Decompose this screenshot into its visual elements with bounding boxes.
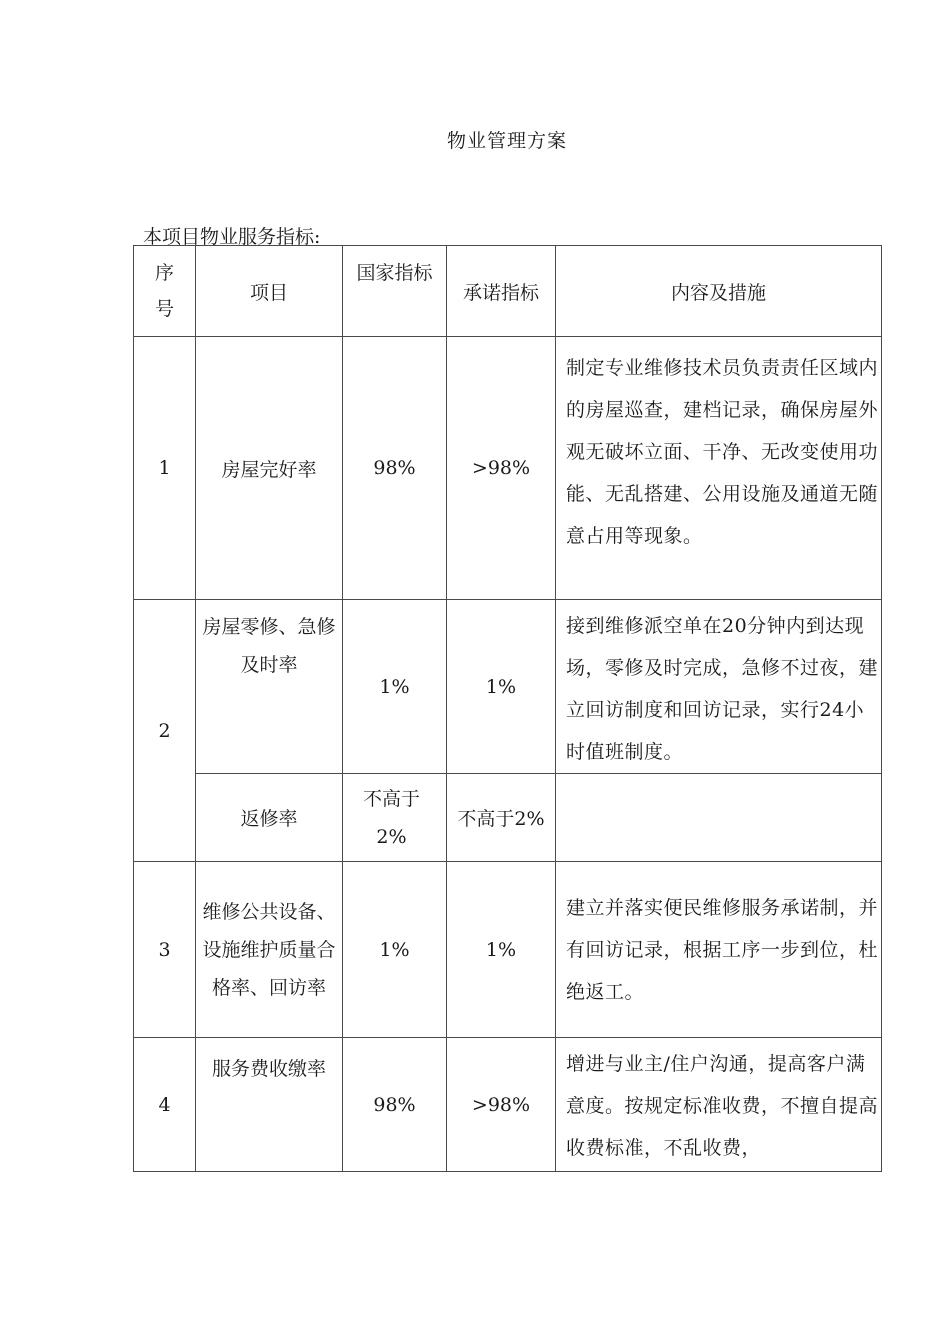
row-national: 98% [343, 337, 447, 600]
row-promise: 1% [447, 600, 556, 774]
row-item: 房屋完好率 [196, 337, 343, 600]
row-promise: 不高于2% [447, 774, 556, 862]
table-header-row [134, 246, 882, 337]
table-row [134, 600, 882, 774]
row-measures [556, 774, 882, 862]
header-promise: 承诺指标 [447, 246, 556, 337]
row-national: 98% [343, 1038, 447, 1172]
row-national: 不高于2% [343, 774, 447, 862]
row-seq: 4 [134, 1038, 196, 1172]
service-indicator-table [133, 245, 882, 1172]
intro-text: 本项目物业服务指标: [143, 226, 321, 248]
row-seq: 1 [134, 337, 196, 600]
row-seq: 2 [134, 600, 196, 862]
row-item: 服务费收缴率 [196, 1038, 343, 1172]
header-item: 项目 [196, 246, 343, 337]
header-seq: 序号 [134, 246, 196, 337]
row-item: 房屋零修、急修及时率 [196, 600, 343, 774]
row-item: 维修公共设备、设施维护质量合格率、回访率 [196, 862, 343, 1038]
row-measures: 增进与业主/住户沟通，提高客户满意度。按规定标准收费，不擅自提高收费标准，不乱收费， [556, 1038, 882, 1172]
row-measures: 接到维修派空单在20分钟内到达现场，零修及时完成，急修不过夜，建立回访制度和回访记录，实行24小时值班制度。 [556, 600, 882, 774]
header-national: 国家指标 [343, 246, 447, 337]
row-measures: 建立并落实便民维修服务承诺制，并有回访记录，根据工序一步到位，杜绝返工。 [556, 862, 882, 1038]
row-national: 1% [343, 862, 447, 1038]
table-row [134, 862, 882, 1038]
header-measures: 内容及措施 [556, 246, 882, 337]
document-title: 物业管理方案 [446, 130, 567, 152]
row-promise: >98% [447, 1038, 556, 1172]
row-seq: 3 [134, 862, 196, 1038]
table-row [134, 774, 882, 862]
table-row [134, 1038, 882, 1172]
row-item: 返修率 [196, 774, 343, 862]
row-national: 1% [343, 600, 447, 774]
table-row [134, 337, 882, 600]
row-measures: 制定专业维修技术员负责责任区域内的房屋巡查，建档记录，确保房屋外观无破坏立面、干净、无改变使用功能、无乱搭建、公用设施及通道无随意占用等现象。 [556, 337, 882, 600]
row-promise: 1% [447, 862, 556, 1038]
row-promise: >98% [447, 337, 556, 600]
